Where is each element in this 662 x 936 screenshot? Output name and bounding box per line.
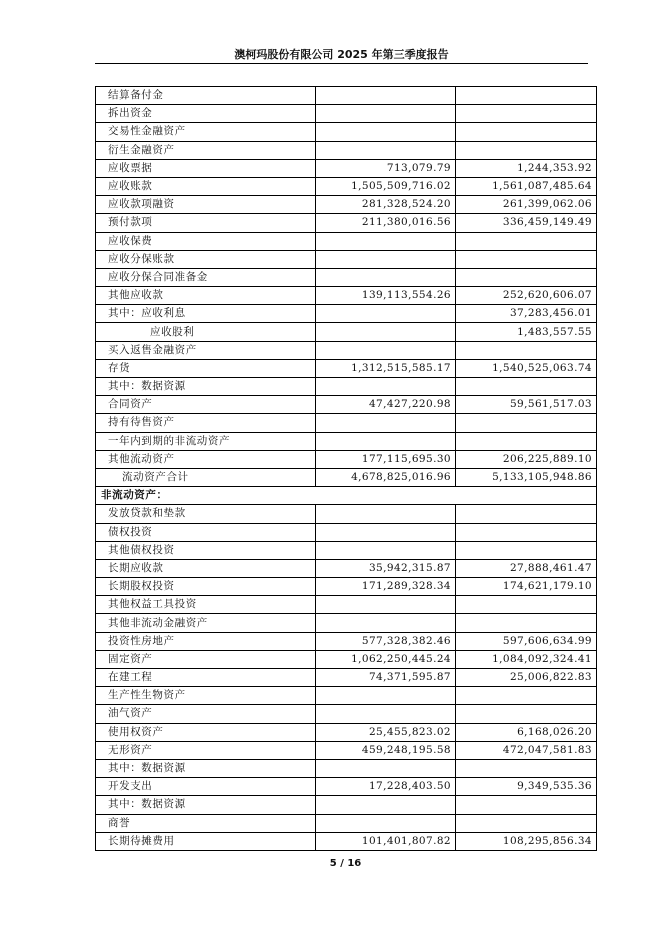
row-label: 发放贷款和垫款 [96,505,316,523]
current-period-value [316,414,456,432]
report-header-title: 澳柯玛股份有限公司 2025 年第三季度报告 [234,48,449,61]
table-row [96,87,597,105]
current-period-value: 713,079.79 [316,159,456,177]
prior-period-value: 1,540,525,063.74 [456,359,597,377]
table-row [96,432,597,450]
row-label: 其中：数据资源 [96,796,316,814]
prior-period-value: 472,047,581.83 [456,741,597,759]
row-label: 应收股利 [96,323,316,341]
prior-period-value: 597,606,634.99 [456,632,597,650]
prior-period-value [456,505,597,523]
row-label: 存货 [96,359,316,377]
prior-period-value: 25,006,822.83 [456,669,597,687]
row-label: 应收票据 [96,159,316,177]
row-label: 交易性金融资产 [96,123,316,141]
prior-period-value [456,123,597,141]
current-period-value: 4,678,825,016.96 [316,468,456,486]
prior-period-value [456,432,597,450]
row-label: 固定资产 [96,650,316,668]
row-label: 其中：数据资源 [96,378,316,396]
prior-period-value: 174,621,179.10 [456,578,597,596]
current-period-value [316,250,456,268]
row-label: 其他债权投资 [96,541,316,559]
current-period-value [316,105,456,123]
table-row [96,796,597,814]
row-label: 买入返售金融资产 [96,341,316,359]
current-period-value: 281,328,524.20 [316,196,456,214]
row-label: 应收分保账款 [96,250,316,268]
row-label: 开发支出 [96,778,316,796]
prior-period-value [456,105,597,123]
table-row [96,723,597,741]
row-label: 债权投资 [96,523,316,541]
row-label: 其他流动资产 [96,450,316,468]
row-label: 结算备付金 [96,87,316,105]
prior-period-value [456,796,597,814]
current-period-value [316,87,456,105]
table-row [96,468,597,486]
prior-period-value: 1,244,353.92 [456,159,597,177]
table-row [96,505,597,523]
prior-period-value [456,414,597,432]
row-label: 其他非流动金融资产 [96,614,316,632]
current-period-value: 35,942,315.87 [316,559,456,577]
table-row [96,214,597,232]
current-period-value: 101,401,807.82 [316,832,456,850]
row-label: 应收保费 [96,232,316,250]
prior-period-value [456,523,597,541]
current-period-value [316,523,456,541]
row-label: 应收分保合同准备金 [96,268,316,286]
table-row [96,778,597,796]
prior-period-value: 206,225,889.10 [456,450,597,468]
current-period-value: 139,113,554.26 [316,287,456,305]
table-row [96,177,597,195]
prior-period-value: 6,168,026.20 [456,723,597,741]
current-period-value [316,759,456,777]
prior-period-value [456,232,597,250]
current-period-value: 211,380,016.56 [316,214,456,232]
current-period-value [316,705,456,723]
current-period-value [316,141,456,159]
current-period-value [316,378,456,396]
prior-period-value: 336,459,149.49 [456,214,597,232]
current-period-value [316,541,456,559]
current-period-value: 177,115,695.30 [316,450,456,468]
table-row [96,650,597,668]
prior-period-value: 252,620,606.07 [456,287,597,305]
row-label: 在建工程 [96,669,316,687]
row-label: 一年内到期的非流动资产 [96,432,316,450]
table-row [96,159,597,177]
table-row [96,232,597,250]
table-row [96,141,597,159]
page-number: 5 / 16 [329,858,362,869]
table-row [96,832,597,850]
current-period-value [316,796,456,814]
balance-sheet-table [95,86,597,851]
current-period-value: 17,228,403.50 [316,778,456,796]
table-row [96,196,597,214]
prior-period-value [456,541,597,559]
row-label: 应收款项融资 [96,196,316,214]
table-row [96,523,597,541]
current-period-value [316,123,456,141]
row-label: 预付款项 [96,214,316,232]
current-period-value [316,305,456,323]
table-row [96,359,597,377]
row-label: 流动资产合计 [96,468,316,486]
prior-period-value [456,814,597,832]
table-row [96,669,597,687]
row-label: 其他应收款 [96,287,316,305]
prior-period-value [456,141,597,159]
row-label: 合同资产 [96,396,316,414]
prior-period-value: 5,133,105,948.86 [456,468,597,486]
prior-period-value [456,596,597,614]
table-row [96,250,597,268]
table-row [96,705,597,723]
row-label: 长期应收款 [96,559,316,577]
table-row [96,378,597,396]
prior-period-value: 37,283,456.01 [456,305,597,323]
table-row [96,614,597,632]
row-label: 其中：应收利息 [96,305,316,323]
table-row [96,632,597,650]
prior-period-value: 1,561,087,485.64 [456,177,597,195]
current-period-value: 459,248,195.58 [316,741,456,759]
header-divider [95,63,588,64]
prior-period-value: 59,561,517.03 [456,396,597,414]
table-row [96,341,597,359]
table-row [96,487,597,505]
prior-period-value: 1,483,557.55 [456,323,597,341]
table-row [96,105,597,123]
table-row [96,123,597,141]
current-period-value: 47,427,220.98 [316,396,456,414]
table-row [96,814,597,832]
current-period-value [316,505,456,523]
row-label: 油气资产 [96,705,316,723]
prior-period-value: 261,399,062.06 [456,196,597,214]
row-label: 无形资产 [96,741,316,759]
row-label: 投资性房地产 [96,632,316,650]
current-period-value [316,614,456,632]
row-label: 生产性生物资产 [96,687,316,705]
prior-period-value [456,250,597,268]
prior-period-value [456,759,597,777]
row-label: 其他权益工具投资 [96,596,316,614]
current-period-value [316,596,456,614]
row-label: 衍生金融资产 [96,141,316,159]
table-row [96,305,597,323]
current-period-value [316,268,456,286]
prior-period-value [456,341,597,359]
current-period-value: 577,328,382.46 [316,632,456,650]
table-row [96,578,597,596]
row-label: 拆出资金 [96,105,316,123]
current-period-value [316,232,456,250]
current-period-value [316,341,456,359]
current-period-value: 1,312,515,585.17 [316,359,456,377]
table-row [96,287,597,305]
prior-period-value [456,378,597,396]
current-period-value [316,687,456,705]
prior-period-value [456,268,597,286]
row-label: 长期股权投资 [96,578,316,596]
current-period-value [316,323,456,341]
current-period-value: 171,289,328.34 [316,578,456,596]
row-label: 商誉 [96,814,316,832]
current-period-value: 74,371,595.87 [316,669,456,687]
prior-period-value [456,614,597,632]
current-period-value: 25,455,823.02 [316,723,456,741]
table-row [96,268,597,286]
table-row [96,687,597,705]
table-row [96,450,597,468]
table-row [96,414,597,432]
current-period-value [316,432,456,450]
table-row [96,541,597,559]
balance-sheet-body [96,87,597,851]
row-label: 使用权资产 [96,723,316,741]
current-period-value [316,814,456,832]
prior-period-value: 1,084,092,324.41 [456,650,597,668]
table-row [96,396,597,414]
row-label: 持有待售资产 [96,414,316,432]
current-period-value: 1,062,250,445.24 [316,650,456,668]
table-row [96,596,597,614]
table-row [96,559,597,577]
row-label: 长期待摊费用 [96,832,316,850]
row-label: 其中：数据资源 [96,759,316,777]
prior-period-value: 108,295,856.34 [456,832,597,850]
table-row [96,741,597,759]
current-period-value: 1,505,509,716.02 [316,177,456,195]
row-label: 应收账款 [96,177,316,195]
prior-period-value: 9,349,535.36 [456,778,597,796]
prior-period-value [456,705,597,723]
prior-period-value [456,87,597,105]
table-row [96,759,597,777]
prior-period-value: 27,888,461.47 [456,559,597,577]
table-row [96,323,597,341]
prior-period-value [456,687,597,705]
section-heading: 非流动资产： [96,487,597,505]
